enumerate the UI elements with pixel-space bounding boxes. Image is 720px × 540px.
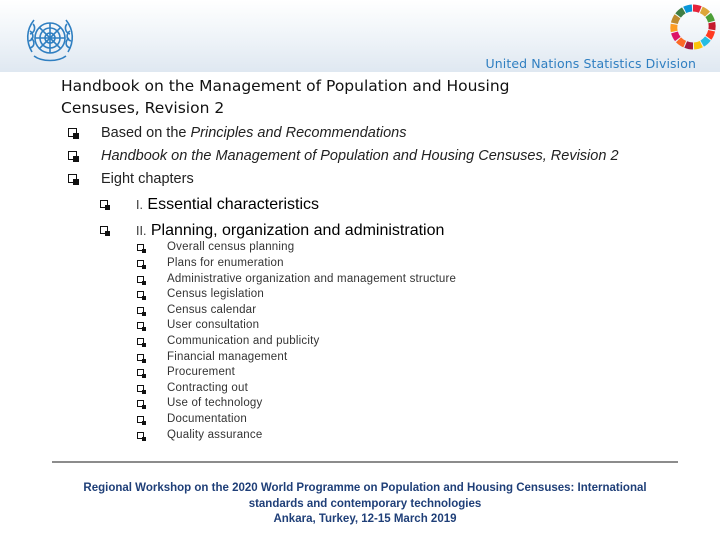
checkbox-bullet-icon bbox=[137, 338, 144, 345]
footer-line-1: Regional Workshop on the 2020 World Programme on Population and Housing Censuses: International bbox=[83, 482, 647, 494]
checkbox-bullet-icon bbox=[68, 128, 77, 137]
checkbox-bullet-icon bbox=[137, 385, 144, 392]
slide-title-line-2: Censuses, Revision 2 bbox=[61, 99, 225, 117]
sdg-wheel-icon bbox=[668, 2, 718, 52]
checkbox-bullet-icon bbox=[137, 307, 144, 314]
chapter-number: I. bbox=[136, 198, 143, 212]
list-item-text: Census calendar bbox=[167, 304, 257, 316]
checkbox-bullet-icon bbox=[137, 260, 144, 267]
list-item-text: Quality assurance bbox=[167, 429, 263, 441]
footer-line-3: Ankara, Turkey, 12-15 March 2019 bbox=[273, 513, 457, 525]
list-item-text: Contracting out bbox=[167, 382, 248, 394]
checkbox-bullet-icon bbox=[68, 174, 77, 183]
checkbox-bullet-icon bbox=[137, 276, 144, 283]
slide-title bbox=[61, 75, 621, 119]
checkbox-bullet-icon bbox=[137, 369, 144, 376]
checkbox-bullet-icon bbox=[137, 322, 144, 329]
header-band bbox=[0, 0, 720, 72]
footer-divider bbox=[52, 461, 678, 463]
checkbox-bullet-icon bbox=[137, 291, 144, 298]
checkbox-bullet-icon bbox=[137, 400, 144, 407]
checkbox-bullet-icon bbox=[137, 432, 144, 439]
un-emblem-icon bbox=[20, 8, 80, 68]
checkbox-bullet-icon bbox=[137, 244, 144, 251]
bullet-text: Eight chapters bbox=[101, 171, 194, 187]
list-item-text: Financial management bbox=[167, 351, 288, 363]
footer-line-2: standards and contemporary technologies bbox=[248, 497, 482, 510]
list-item-text: Documentation bbox=[167, 413, 247, 425]
list-item-text: Use of technology bbox=[167, 397, 263, 409]
list-item-text: Plans for enumeration bbox=[167, 257, 284, 269]
chapter-label: Planning, organization and administration bbox=[146, 222, 445, 239]
bullet-text: Based on the bbox=[101, 125, 191, 141]
checkbox-bullet-icon bbox=[137, 416, 144, 423]
footer-caption bbox=[60, 481, 670, 528]
checkbox-bullet-icon bbox=[100, 200, 108, 208]
list-item-text: Communication and publicity bbox=[167, 335, 320, 347]
checkbox-bullet-icon bbox=[137, 354, 144, 361]
list-item-text: Procurement bbox=[167, 366, 236, 378]
checkbox-bullet-icon bbox=[100, 226, 108, 234]
bullet-text-italic: Principles and Recommendations bbox=[190, 125, 407, 141]
list-item-text: Census legislation bbox=[167, 288, 264, 300]
slide-title-line-1: Handbook on the Management of Population and Housing bbox=[61, 77, 510, 95]
checkbox-bullet-icon bbox=[68, 151, 77, 160]
bullet-text-italic: Handbook on the Management of Population and Housing Censuses, Revision 2 bbox=[101, 148, 619, 164]
chapter-label: Essential characteristics bbox=[142, 196, 320, 213]
list-item-text: Administrative organization and management structure bbox=[167, 273, 457, 285]
chapter-number: II. bbox=[136, 224, 147, 238]
organization-name: United Nations Statistics Division bbox=[485, 56, 696, 71]
list-item-text: User consultation bbox=[167, 319, 260, 331]
list-item-text: Overall census planning bbox=[167, 241, 295, 253]
